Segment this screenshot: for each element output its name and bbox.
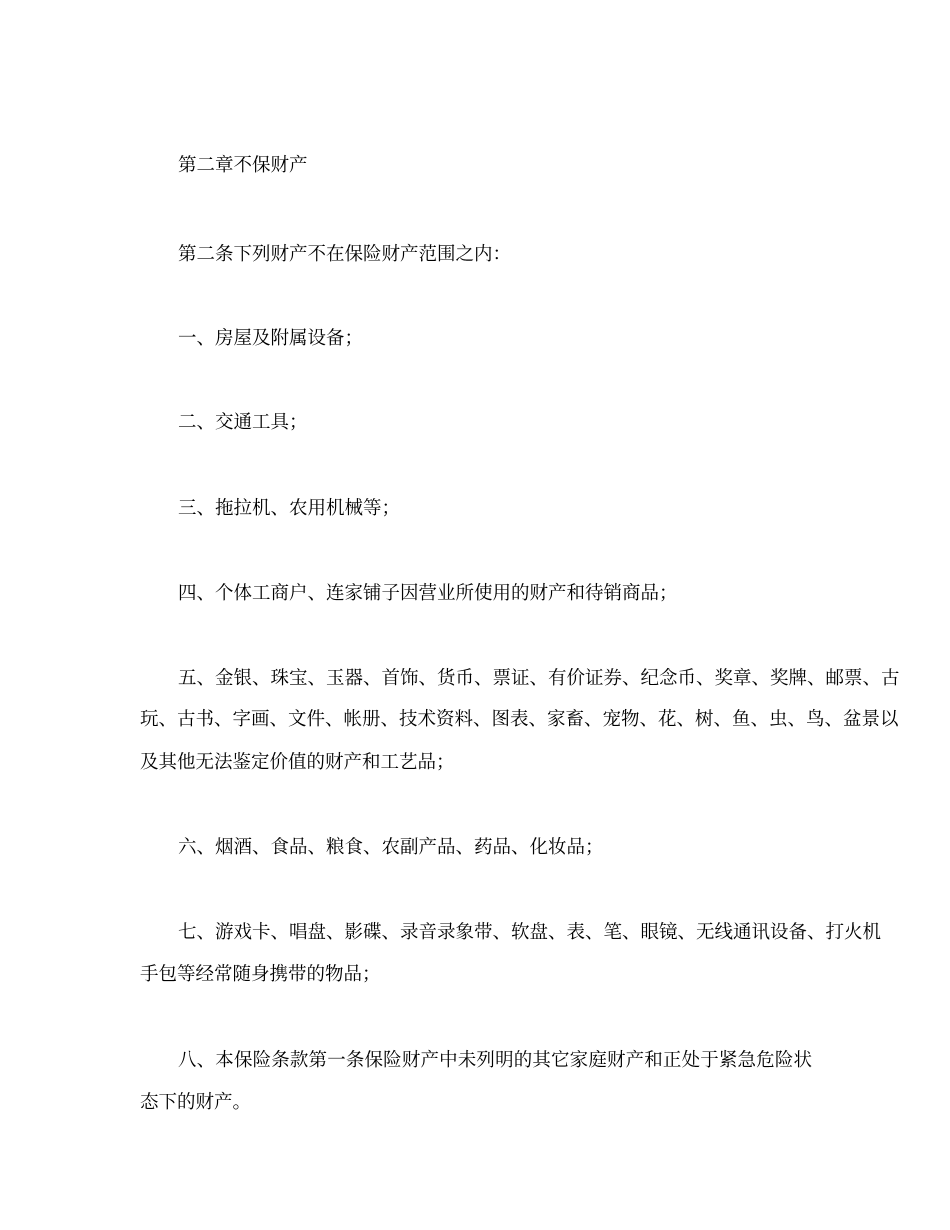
list-item-line: 态下的财产。	[140, 1092, 252, 1113]
list-item-line: 八、本保险条款第一条保险财产中未列明的其它家庭财产和正处于紧急危险状	[178, 1050, 812, 1071]
article-intro: 第二条下列财产不在保险财产范围之内：	[178, 244, 512, 265]
list-item: 四、个体工商户、连家铺子因营业所使用的财产和待销商品；	[178, 583, 678, 604]
list-item: 二、交通工具；	[178, 412, 308, 433]
chapter-title: 第二章不保财产	[178, 155, 308, 176]
list-item-line: 玩、古书、字画、文件、帐册、技术资料、图表、家畜、宠物、花、树、鱼、虫、鸟、盆景以	[140, 709, 899, 730]
list-item-line: 五、金银、珠宝、玉器、首饰、货币、票证、有价证券、纪念币、奖章、奖牌、邮票、古	[178, 668, 900, 689]
list-item-line: 及其他无法鉴定价值的财产和工艺品；	[140, 752, 455, 773]
list-item: 一、房屋及附属设备；	[178, 328, 364, 349]
list-item: 三、拖拉机、农用机械等；	[178, 498, 401, 519]
list-item: 六、烟酒、食品、粮食、农副产品、药品、化妆品；	[178, 837, 604, 858]
list-item-line: 手包等经常随身携带的物品；	[140, 964, 381, 985]
list-item-line: 七、游戏卡、唱盘、影碟、录音录象带、软盘、表、笔、眼镜、无线通讯设备、打火机	[178, 922, 882, 943]
